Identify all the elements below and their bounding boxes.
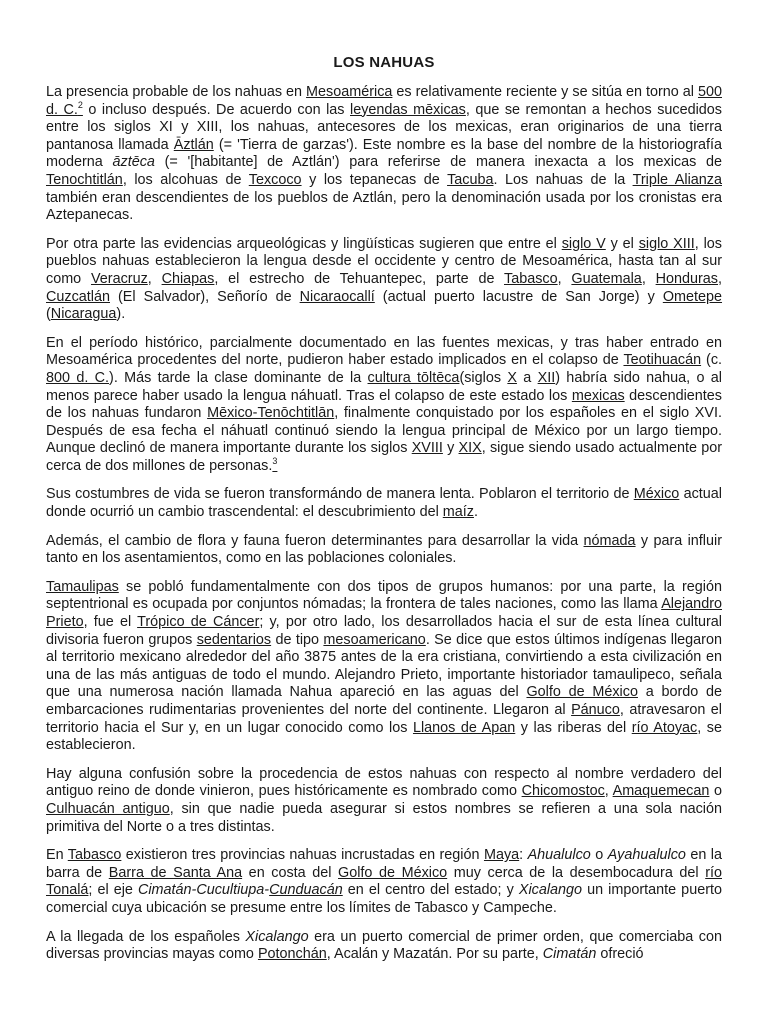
paragraph-text: . Los nahuas de la: [493, 171, 633, 188]
paragraph: [46, 533, 722, 568]
wiki-link[interactable]: Veracruz: [90, 270, 148, 287]
paragraph-text: En el período histórico, parcialmente documentado en las fuentes mexicas, y tras haber entrado en Mesoamérica procedentes del norte, pudieron haber estado implicados en el colapso de: [46, 334, 722, 369]
paragraph-text: o incluso después. De acuerdo con las: [82, 101, 350, 118]
footnote-ref-link[interactable]: 3: [272, 456, 278, 467]
paragraph-text: Ahualulco: [527, 847, 591, 864]
paragraph-text: , sigue siendo usado actualmente por cerca de dos millones de personas.: [46, 440, 722, 474]
paragraph: [46, 335, 722, 476]
wiki-link[interactable]: Llanos de Apan: [412, 719, 516, 736]
wiki-link[interactable]: río Atoyac: [631, 719, 698, 736]
paragraph-text: Sus costumbres de vida se fueron transformándo de manera lenta. Poblaron el territorio de: [46, 486, 634, 503]
wiki-link[interactable]: Trópico de Cáncer: [137, 614, 260, 631]
wiki-link[interactable]: Cunduacán: [269, 882, 343, 899]
paragraph-text: de tipo: [271, 631, 324, 648]
wiki-link[interactable]: Maya: [483, 847, 520, 864]
paragraph-text: (siglos: [459, 369, 508, 386]
paragraph-text: . Se dice que estos últimos indígenas llegaron al territorio mexicano alrededor del año 3875 antes de la era cristiana, convirtiendo a esta civilización en una de las más antiguas de todo el mundo. Alejandro Prieto, importante historiador tamaulipeco, señala que una numerosa nación llamada Nahua apareció en las aguas del: [46, 631, 722, 701]
wiki-link[interactable]: Barra de Santa Ana: [108, 864, 243, 881]
paragraph-text: ; y, por otro lado, los desarrollados hacia el sur de esta línea cultural divisoria fueron grupos: [46, 614, 722, 648]
footnote-ref-link[interactable]: 2: [77, 99, 83, 110]
paragraph-text: (= '[habitante] de Aztlán') para referirse de manera inexacta a los mexicas de: [154, 154, 723, 171]
paragraph-text: ,: [604, 783, 613, 800]
wiki-link[interactable]: nómada: [583, 532, 636, 549]
paragraph-text: ) habría sido nahua, o al menos parece haber usado la lengua náhuatl. Tras el colapso de este estado los: [46, 369, 722, 404]
wiki-link[interactable]: Golfo de México: [526, 684, 638, 701]
wiki-link[interactable]: 500 d. C.: [46, 84, 722, 118]
wiki-link[interactable]: Chiapas: [161, 270, 215, 287]
paragraph-text: en el centro del estado; y: [342, 882, 519, 899]
paragraph-text: , los alcohuas de: [122, 171, 249, 188]
paragraph-text: ; el eje: [88, 882, 138, 899]
wiki-link[interactable]: Texcoco: [248, 171, 302, 188]
paragraph-text: A la llegada de los españoles: [46, 928, 246, 945]
paragraph-text: ,: [641, 270, 656, 287]
wiki-link[interactable]: Tabasco: [504, 270, 558, 287]
wiki-link[interactable]: Nicaraocallí: [299, 288, 375, 305]
paragraph-text: y las riberas del: [515, 719, 632, 736]
wiki-link[interactable]: Culhuacán antiguo: [46, 800, 170, 817]
paragraph-text: Xicalango: [245, 928, 309, 945]
paragraph-text: actual donde ocurrió un cambio trascendental: el descubrimiento del: [46, 486, 722, 521]
paragraph-text: , Acalán y Mazatán. Por su parte,: [326, 946, 543, 963]
wiki-link[interactable]: Guatemala: [571, 270, 642, 287]
wiki-link[interactable]: río Tonalá: [46, 864, 722, 899]
paragraph: [46, 84, 722, 225]
wiki-link[interactable]: mesoamericano: [323, 631, 426, 648]
paragraph: [46, 766, 722, 836]
wiki-link[interactable]: Golfo de México: [338, 864, 448, 881]
wiki-link[interactable]: Teotihuacán: [623, 352, 702, 369]
wiki-link[interactable]: Honduras: [655, 270, 719, 287]
wiki-link[interactable]: Tamaulipas: [46, 578, 119, 595]
paragraph-text: o: [590, 847, 608, 864]
page-title: LOS NAHUAS: [333, 54, 435, 71]
paragraph-text: y los tepanecas de: [301, 171, 448, 188]
paragraph-text: muy cerca de la desembocadura del: [447, 864, 706, 881]
paragraph: [46, 486, 722, 521]
wiki-link[interactable]: Cuzcatlán: [46, 288, 110, 305]
paragraph: [46, 236, 722, 324]
wiki-link[interactable]: maíz: [442, 504, 474, 521]
paragraph-text: en la barra de: [46, 847, 722, 881]
paragraph-text: ,: [557, 270, 572, 287]
wiki-link[interactable]: Potonchán: [257, 946, 327, 963]
wiki-link[interactable]: XVIII: [411, 440, 443, 457]
wiki-link[interactable]: siglo XIII: [638, 235, 695, 252]
paragraph-text: , se establecieron.: [46, 719, 722, 754]
paragraph-text: , fue el: [83, 614, 138, 631]
wiki-link[interactable]: Alejandro Prieto: [46, 596, 722, 631]
paragraph-text: Ayahualulco: [607, 847, 686, 864]
paragraph-text: Hay alguna confusión sobre la procedencia de estos nahuas con respecto al nombre verdadero del antiguo reino de donde vinieron, pues históricamente es nombrado como: [46, 765, 722, 800]
wiki-link[interactable]: Tabasco: [67, 847, 122, 864]
wiki-link[interactable]: Tacuba: [447, 171, 494, 188]
wiki-link[interactable]: Chicomostoc: [521, 783, 605, 800]
paragraph-text: , finalmente conquistado por los españoles en el siglo XVI. Después de esa fecha el náhuatl continuó siendo la lengua principal de México por un largo tiempo. Aunque declinó de manera importante durante los siglos: [46, 405, 723, 457]
paragraph-text: āztēca: [112, 154, 155, 171]
paragraph-text: , que se remontan a hechos sucedidos entre los siglos XI y XIII, los nahuas, antecesores de los mexicas, eran originarios de una tierra pantanosa llamada: [46, 101, 722, 153]
paragraph-text: es relativamente reciente y se sitúa en torno al: [392, 84, 698, 100]
paragraph: [46, 579, 722, 755]
paragraph-text: ).: [116, 306, 126, 323]
paragraph-text: y el: [605, 235, 639, 252]
paragraph-text: , sin que nadie pueda asegurar si estos nombres se refieren a una sola nación primitiva del Norte o a tres distintas.: [46, 800, 722, 835]
paragraph: [46, 847, 722, 917]
wiki-link[interactable]: cultura tōltēca: [367, 369, 460, 386]
paragraph-text: también eran descendientes de los pueblos de Aztlán, pero la denominación usada por los cronistas era Aztepanecas.: [46, 189, 722, 224]
paragraph-text: descendientes de los nahuas fundaron: [46, 387, 722, 422]
paragraph-text: , atravesaron el territorio hacia el Sur y, en un lugar conocido como los: [46, 702, 722, 736]
wiki-link[interactable]: sedentarios: [196, 631, 272, 648]
wiki-link[interactable]: X: [507, 369, 517, 386]
paragraph: [46, 929, 722, 964]
paragraph-text: (c.: [701, 352, 723, 369]
paragraph-text: (= 'Tierra de garzas'). Este nombre es la base del nombre de la historiografía moderna: [46, 136, 722, 171]
paragraph-text: a bordo de embarcaciones rudimentarias provenientes del norte del continente. Llegaron al: [46, 684, 723, 718]
paragraph-text: ofreció: [596, 946, 644, 963]
paragraph-text: Cimatán: [542, 946, 597, 963]
wiki-link[interactable]: siglo V: [561, 235, 606, 252]
paragraph-text: :: [519, 847, 528, 864]
paragraph-text: ,: [718, 270, 723, 287]
wiki-link[interactable]: mexicas: [571, 387, 625, 404]
wiki-link[interactable]: México: [633, 486, 680, 503]
paragraph-text: (actual puerto lacustre de San Jorge) y: [374, 288, 663, 305]
wiki-link[interactable]: 800 d. C.: [46, 369, 110, 386]
paragraph-text: se pobló fundamentalmente con dos tipos de grupos humanos: por una parte, la región septentrional es ocupada por conjuntos nómadas; la frontera de tales naciones, como las llama: [46, 578, 722, 613]
wiki-link[interactable]: Amaquemecan: [612, 783, 710, 800]
paragraph-text: ). Más tarde la clase dominante de la: [109, 369, 368, 386]
wiki-link[interactable]: Triple Alianza: [632, 171, 722, 188]
wiki-link[interactable]: leyendas mēxicas: [350, 101, 466, 118]
paragraph-text: La presencia probable de los nahuas en: [46, 84, 307, 100]
wiki-link[interactable]: Ometepe: [662, 288, 723, 305]
paragraph-text: existieron tres provincias nahuas incrustadas en región: [121, 847, 484, 864]
paragraph-text: en costa del: [242, 864, 339, 881]
paragraph-text: Además, el cambio de flora y fauna fueron determinantes para desarrollar la vida: [46, 532, 584, 549]
wiki-link[interactable]: Tenochtitlán: [46, 171, 123, 188]
paragraph-text: .: [473, 504, 478, 521]
wiki-link[interactable]: Pánuco: [571, 702, 620, 718]
paragraph-text: ,: [147, 270, 162, 287]
paragraph-text: Cimatán-Cucultiupa-: [137, 882, 270, 899]
paragraph-text: En: [46, 847, 68, 864]
paragraph-text: , los pueblos nahuas establecieron la lengua desde el occidente y centro de Mesoamérica, hasta tan al sur como: [46, 235, 722, 287]
wiki-link[interactable]: XIX: [458, 440, 482, 457]
paragraph-text: (El Salvador), Señorío de: [110, 288, 300, 305]
wiki-link[interactable]: Mesoamérica: [306, 84, 393, 100]
wiki-link[interactable]: XII: [537, 369, 556, 386]
paragraph-text: Por otra parte las evidencias arqueológicas y lingüísticas sugieren que entre el: [46, 235, 562, 252]
paragraph-text: o: [709, 783, 722, 800]
paragraph-text: y: [442, 440, 459, 457]
paragraph-text: y para influir tanto en los asentamientos, como en las poblaciones coloniales.: [46, 532, 722, 567]
article-body: [46, 84, 722, 964]
wiki-link[interactable]: Āztlán: [173, 136, 214, 153]
paragraph-text: , el estrecho de Tehuantepec, parte de: [214, 270, 504, 287]
wiki-link[interactable]: Nicaragua: [50, 306, 117, 323]
paragraph-text: Xicalango: [518, 882, 583, 899]
paragraph-text: (: [46, 306, 51, 323]
paragraph-text: era un puerto comercial de primer orden, que comerciaba con diversas provincias mayas como: [46, 928, 722, 963]
paragraph-text: a: [516, 369, 538, 386]
paragraph-text: un importante puerto comercial cuya ubicación se presume entre los límites de Tabasco y Campeche.: [46, 882, 722, 916]
wiki-link[interactable]: Mēxico-Tenōchtitlān: [207, 405, 335, 422]
